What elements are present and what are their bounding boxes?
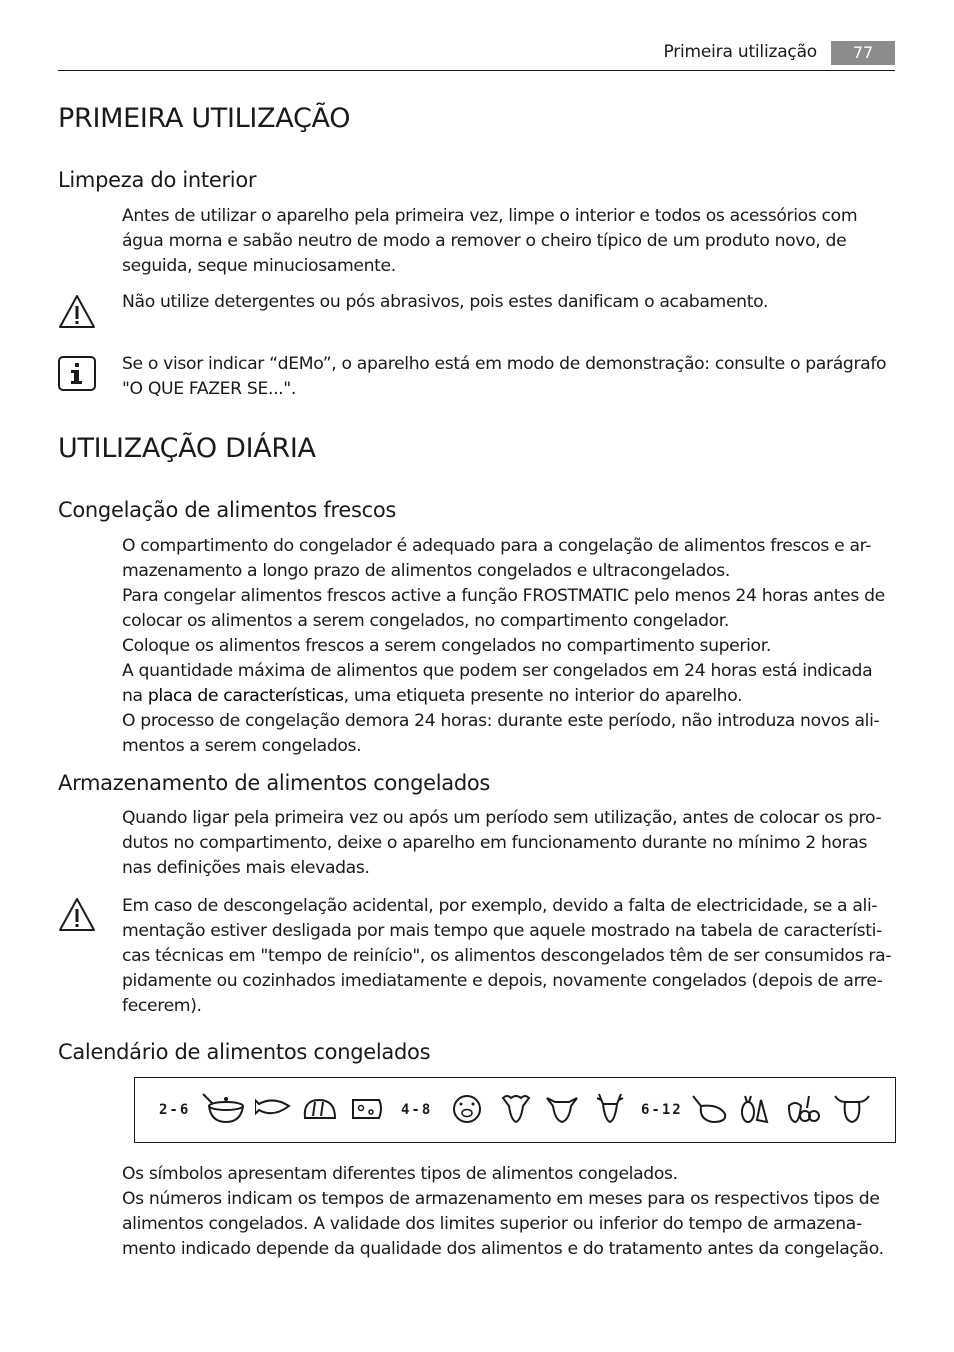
- subsection-title-limpeza: Limpeza do interior: [58, 168, 257, 192]
- subsection-title-congelacao: Congelação de alimentos frescos: [58, 498, 397, 522]
- fish-icon: [255, 1092, 293, 1126]
- calf-icon: [545, 1092, 579, 1126]
- poultry-icon: [689, 1092, 729, 1126]
- pig-icon: [449, 1092, 485, 1126]
- warning-text-descongelacao: Em caso de descongelação acidental, por exemplo, devido a falta de electricidade, se a ali- mentação estiver desligada por mais tempo que aquele mostrado na tabela de característi- cas técnicas em "tempo de reinício", os alimentos descongelados têm de ser consumidos ra- pidamente ou cozinhados imediatamente e depois, novamente congelados (depois de arre- fecerem).: [122, 896, 892, 1016]
- months-label-6-12: 6-12: [641, 1102, 683, 1118]
- cheese-icon: [349, 1092, 387, 1126]
- subsection-title-calendario: Calendário de alimentos congelados: [58, 1040, 431, 1064]
- paragraph-limpeza: Antes de utilizar o aparelho pela primeira vez, limpe o interior e todos os acessórios com água morna e sabão neutro de modo a remover o cheiro típico de um produto novo, de seguida, seque minuciosamente.: [122, 206, 858, 276]
- info-icon: [58, 356, 96, 392]
- frozen-food-calendar: [134, 1077, 896, 1143]
- page-header: [58, 38, 895, 71]
- paragraph-congelacao: O compartimento do congelador é adequado para a congelação de alimentos frescos e ar- mazenamento a longo prazo de alimentos congelados e ultracongelados. Para congelar alimentos frescos active a função FROSTMATIC pelo menos 24 horas antes de colocar os alimentos a serem congelados, no compartimento congelador. Coloque os alimentos frescos a serem congelados no compartimento superior. A quantidade máxima de alimentos que podem ser congelados em 24 horas está indicada na placa de características, uma etiqueta presente no interior do aparelho. O processo de congelação demora 24 horas: durante este período, não introduza novos ali- mentos a serem congelados.: [122, 536, 885, 756]
- paragraph-armazenamento: Quando ligar pela primeira vez ou após um período sem utilização, antes de colocar os pro- dutos no compartimento, deixe o aparelho em funcionamento durante no mínimo 2 horas nas definições mais elevadas.: [122, 808, 882, 878]
- deer-icon: [593, 1092, 627, 1126]
- sheep-icon: [499, 1092, 533, 1126]
- vegetables-icon: [737, 1092, 771, 1126]
- section-title-primeira-utilizacao: PRIMEIRA UTILIZAÇÃO: [58, 103, 351, 134]
- info-text-demo: Se o visor indicar “dEMo”, o aparelho está em modo de demonstração: consulte o parágrafo "O QUE FAZER SE...".: [122, 354, 887, 399]
- months-label-2-6: 2-6: [159, 1102, 191, 1118]
- link-placa-caracteristicas: placa de características: [147, 686, 344, 706]
- fruit-icon: [785, 1092, 821, 1126]
- warning-text-detergentes: Não utilize detergentes ou pós abrasivos, pois estes danificam o acabamento.: [122, 292, 769, 312]
- header-title: Primeira utilização: [663, 42, 817, 62]
- section-title-utilizacao-diaria: UTILIZAÇÃO DIÁRIA: [58, 433, 316, 464]
- warning-icon: [58, 897, 96, 933]
- beef-icon: [833, 1092, 871, 1126]
- paragraph-calendario: Os símbolos apresentam diferentes tipos de alimentos congelados. Os números indicam os tempos de armazenamento em meses para os respectivos tipos de alimentos congelados. A validade dos limites superior ou inferior do tempo de armazena- mento indicado depende da qualidade dos alimentos e do tratamento antes da congelação.: [122, 1164, 884, 1259]
- page-number: 77: [831, 41, 895, 65]
- months-label-4-8: 4-8: [401, 1102, 433, 1118]
- soup-pot-icon: [201, 1092, 247, 1126]
- bread-icon: [301, 1092, 339, 1126]
- warning-icon: [58, 294, 96, 330]
- subsection-title-armazenamento: Armazenamento de alimentos congelados: [58, 771, 491, 795]
